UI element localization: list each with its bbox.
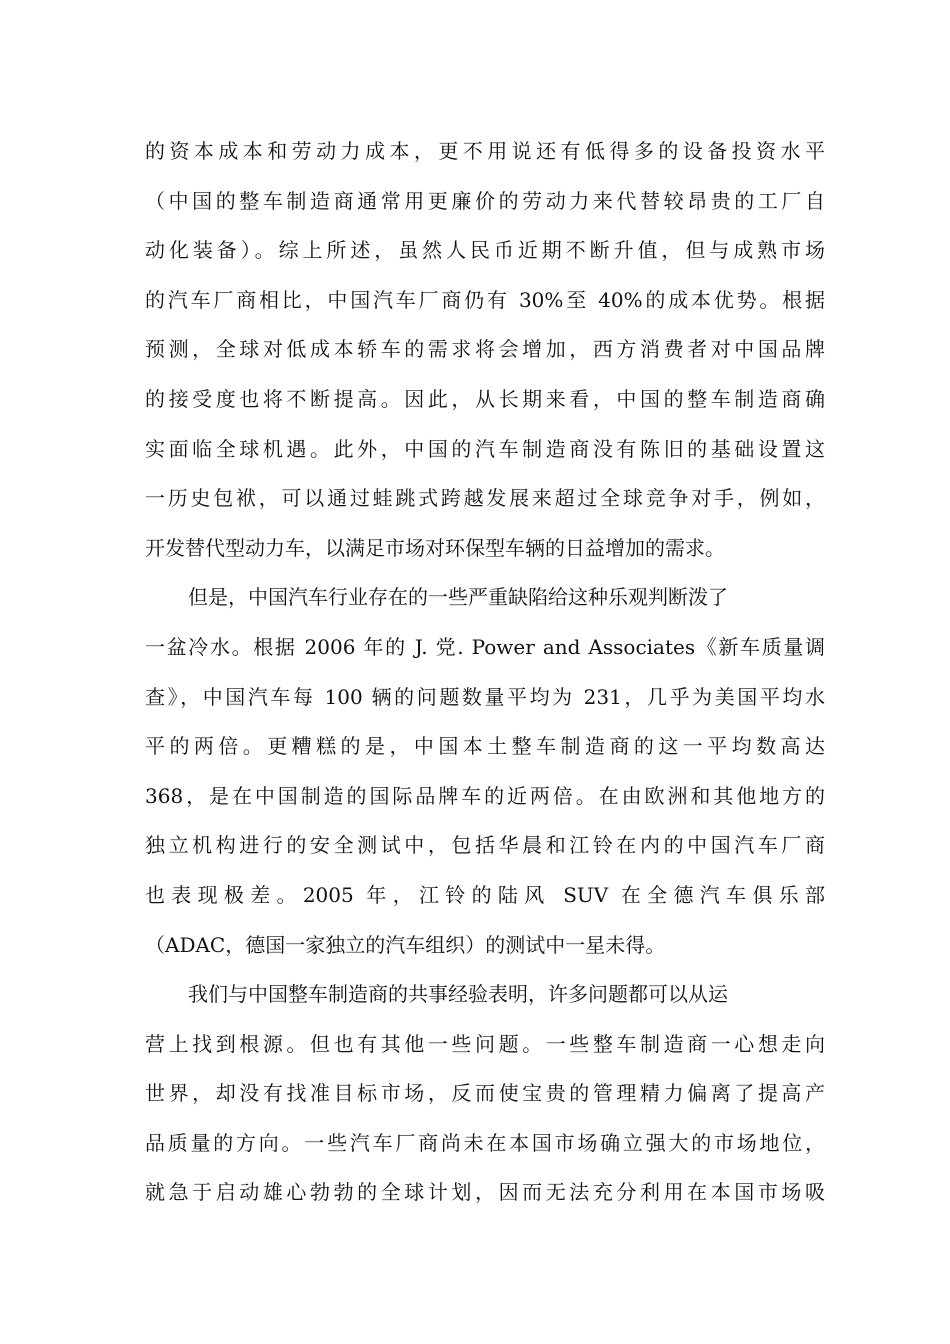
text-line: 一历史包袱，可以通过蛙跳式跨越发展来超过全球竞争对手，例如， (145, 486, 825, 511)
text-line: 的资本成本和劳动力成本，更不用说还有低得多的设备投资水平 (145, 139, 825, 163)
text-line: 营上找到根源。但也有其他一些问题。一些整车制造商一心想走向 (145, 1031, 825, 1056)
text-line: 开发替代型动力车，以满足市场对环保型车辆的日益增加的需求。 (145, 535, 725, 560)
text-line: 平的两倍。更糟糕的是，中国本土整车制造商的这一平均数高达 (145, 734, 825, 759)
body-text (145, 127, 825, 1218)
paragraph-first-line: 但是，中国汽车行业存在的一些严重缺陷给这种乐观判断泼了 (188, 585, 728, 610)
text-line: 查》，中国汽车每 100 辆的问题数量平均为 231，几乎为美国平均水 (145, 684, 825, 709)
text-line: （ADAC，德国一家独立的汽车组织）的测试中一星未得。 (145, 932, 666, 957)
text-line: （中国的整车制造商通常用更廉价的劳动力来代替较昂贵的工厂自 (145, 188, 825, 213)
text-line: 一盆冷水。根据 2006 年的 J. 党. Power and Associates《新车质量调 (145, 634, 825, 659)
text-line: 品质量的方向。一些汽车厂商尚未在本国市场确立强大的市场地位， (145, 1130, 825, 1155)
text-line: 实面临全球机遇。此外，中国的汽车制造商没有陈旧的基础设置这 (145, 436, 825, 461)
text-line: 动化装备）。综上所述，虽然人民币近期不断升值，但与成熟市场 (145, 238, 825, 263)
text-line: 的接受度也将不断提高。因此，从长期来看，中国的整车制造商确 (145, 386, 825, 411)
text-line: 368，是在中国制造的国际品牌车的近两倍。在由欧洲和其他地方的 (145, 783, 825, 808)
paragraph-first-line: 我们与中国整车制造商的共事经验表明，许多问题都可以从运 (188, 982, 728, 1007)
text-line: 也表现极差。2005 年，江铃的陆风 SUV 在全德汽车俱乐部 (145, 882, 825, 907)
text-line: 就急于启动雄心勃勃的全球计划，因而无法充分利用在本国市场吸 (145, 1180, 825, 1205)
text-line: 世界，却没有找准目标市场，反而使宝贵的管理精力偏离了提高产 (145, 1081, 825, 1106)
text-line: 的汽车厂商相比，中国汽车厂商仍有 30%至 40%的成本优势。根据 (145, 287, 825, 312)
text-line: 预测，全球对低成本轿车的需求将会增加，西方消费者对中国品牌 (145, 337, 825, 362)
text-line: 独立机构进行的安全测试中，包括华晨和江铃在内的中国汽车厂商 (145, 833, 825, 858)
